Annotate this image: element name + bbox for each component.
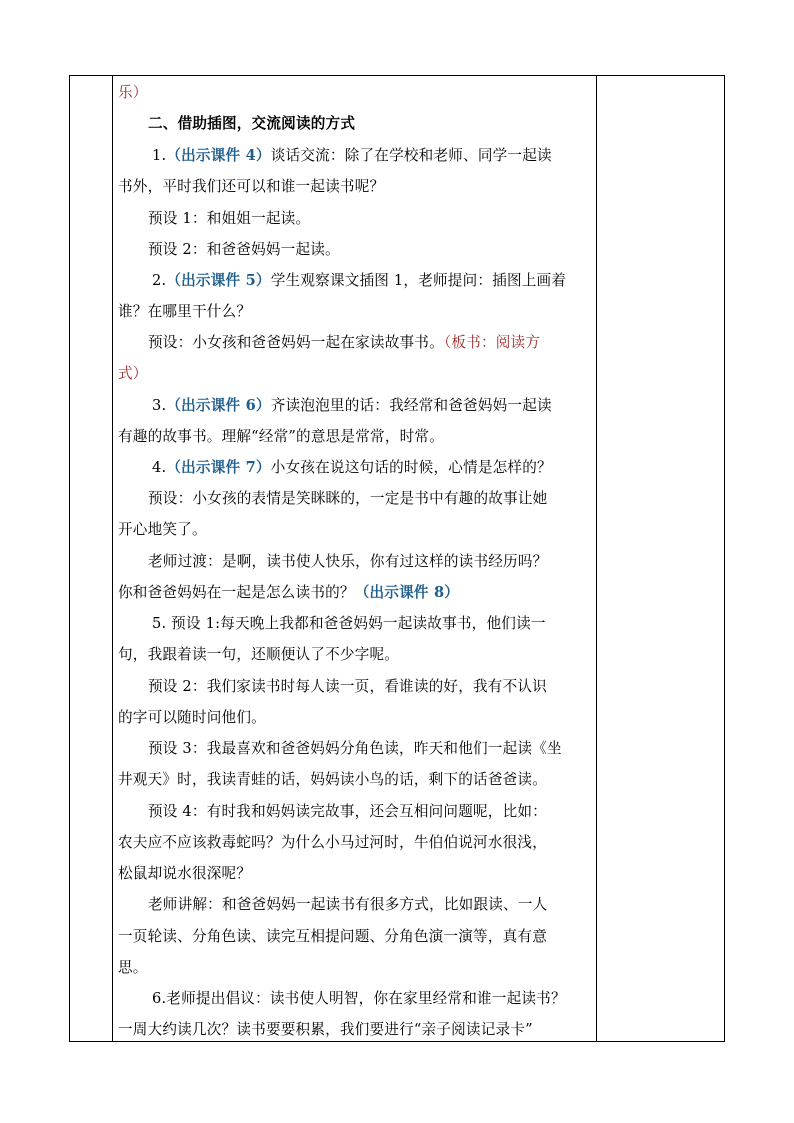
text-line: 书外，平时我们还可以和谁一起读书呢？ — [118, 178, 385, 195]
text-line: 老师过渡：是啊，读书使人快乐，你有过这样的读书经历吗？ — [148, 553, 548, 570]
courseware-tag: （出示课件 8） — [354, 584, 460, 601]
text-line: 老师讲解：和爸爸妈妈一起读书有很多方式，比如跟读、一人 — [148, 896, 548, 913]
text-line: 思。 — [118, 959, 148, 976]
text-line: 预设 1：和姐姐一起读。 — [148, 210, 311, 227]
text-line: 3.（出示课件 6）齐读泡泡里的话：我经常和爸爸妈妈一起读 — [152, 397, 552, 414]
text-line: 松鼠却说水很深呢？ — [118, 865, 252, 882]
lesson-plan-table — [69, 75, 725, 1042]
text-line: 预设 3：我最喜欢和爸爸妈妈分角色读，昨天和他们一起读《坐 — [148, 740, 562, 757]
text-line: 谁？在哪里干什么？ — [118, 303, 252, 320]
text-line: 6.老师提出倡议：读书使人明智，你在家里经常和谁一起读书？ — [152, 990, 566, 1007]
text-line: 4.（出示课件 7）小女孩在说这句话的时候，心情是怎样的？ — [152, 459, 552, 476]
text-line: 你和爸爸妈妈在一起是怎么读书的？（出示课件 8） — [118, 584, 460, 601]
text-line: 预设 2：和爸爸妈妈一起读。 — [148, 241, 340, 258]
board-note: （板书：阅读方 — [443, 334, 541, 351]
text-line: 2.（出示课件 5）学生观察课文插图 1，老师提问：插图上画着 — [152, 272, 567, 289]
text-line: 乐） — [118, 84, 148, 101]
courseware-tag: （出示课件 5） — [166, 272, 271, 289]
text-line: 式） — [118, 365, 148, 382]
text-line: 5. 预设 1:每天晚上我都和爸爸妈妈一起读故事书，他们读一 — [152, 615, 546, 632]
text-line: 井观天》时，我读青蛙的话，妈妈读小鸟的话，剩下的话爸爸读。 — [118, 771, 548, 788]
column-divider-left — [112, 76, 113, 1041]
text-line: 句，我跟着读一句，还顺便认了不少字呢。 — [118, 646, 400, 663]
text-line: 有趣的故事书。理解“经常”的意思是常常，时常。 — [118, 428, 444, 445]
text-line: 一周大约读几次？读书要要积累，我们要进行“亲子阅读记录卡” — [118, 1021, 533, 1038]
text-line: 开心地笑了。 — [118, 521, 207, 538]
text-line: 的字可以随时问他们。 — [118, 709, 266, 726]
courseware-tag: （出示课件 4） — [166, 147, 271, 164]
text-line: 预设 2：我们家读书时每人读一页，看谁读的好，我有不认识 — [148, 678, 547, 695]
text-line: 预设：小女孩和爸爸妈妈一起在家读故事书。（板书：阅读方 — [148, 334, 541, 351]
courseware-tag: （出示课件 7） — [166, 459, 271, 476]
text-line: 一页轮读、分角色读、读完互相提问题、分角色演一演等，真有意 — [118, 928, 548, 945]
courseware-tag: （出示课件 6） — [166, 397, 271, 414]
text-line: 1.（出示课件 4）谈话交流：除了在学校和老师、同学一起读 — [152, 147, 552, 164]
section-heading: 二、借助插图，交流阅读的方式 — [148, 115, 356, 132]
text-line: 预设：小女孩的表情是笑眯眯的，一定是书中有趣的故事让她 — [148, 490, 548, 507]
text-line: 农夫应不应该救毒蛇吗？为什么小马过河时，牛伯伯说河水很浅， — [118, 834, 548, 851]
text-line: 预设 4：有时我和妈妈读完故事，还会互相问问题呢，比如： — [148, 803, 547, 820]
